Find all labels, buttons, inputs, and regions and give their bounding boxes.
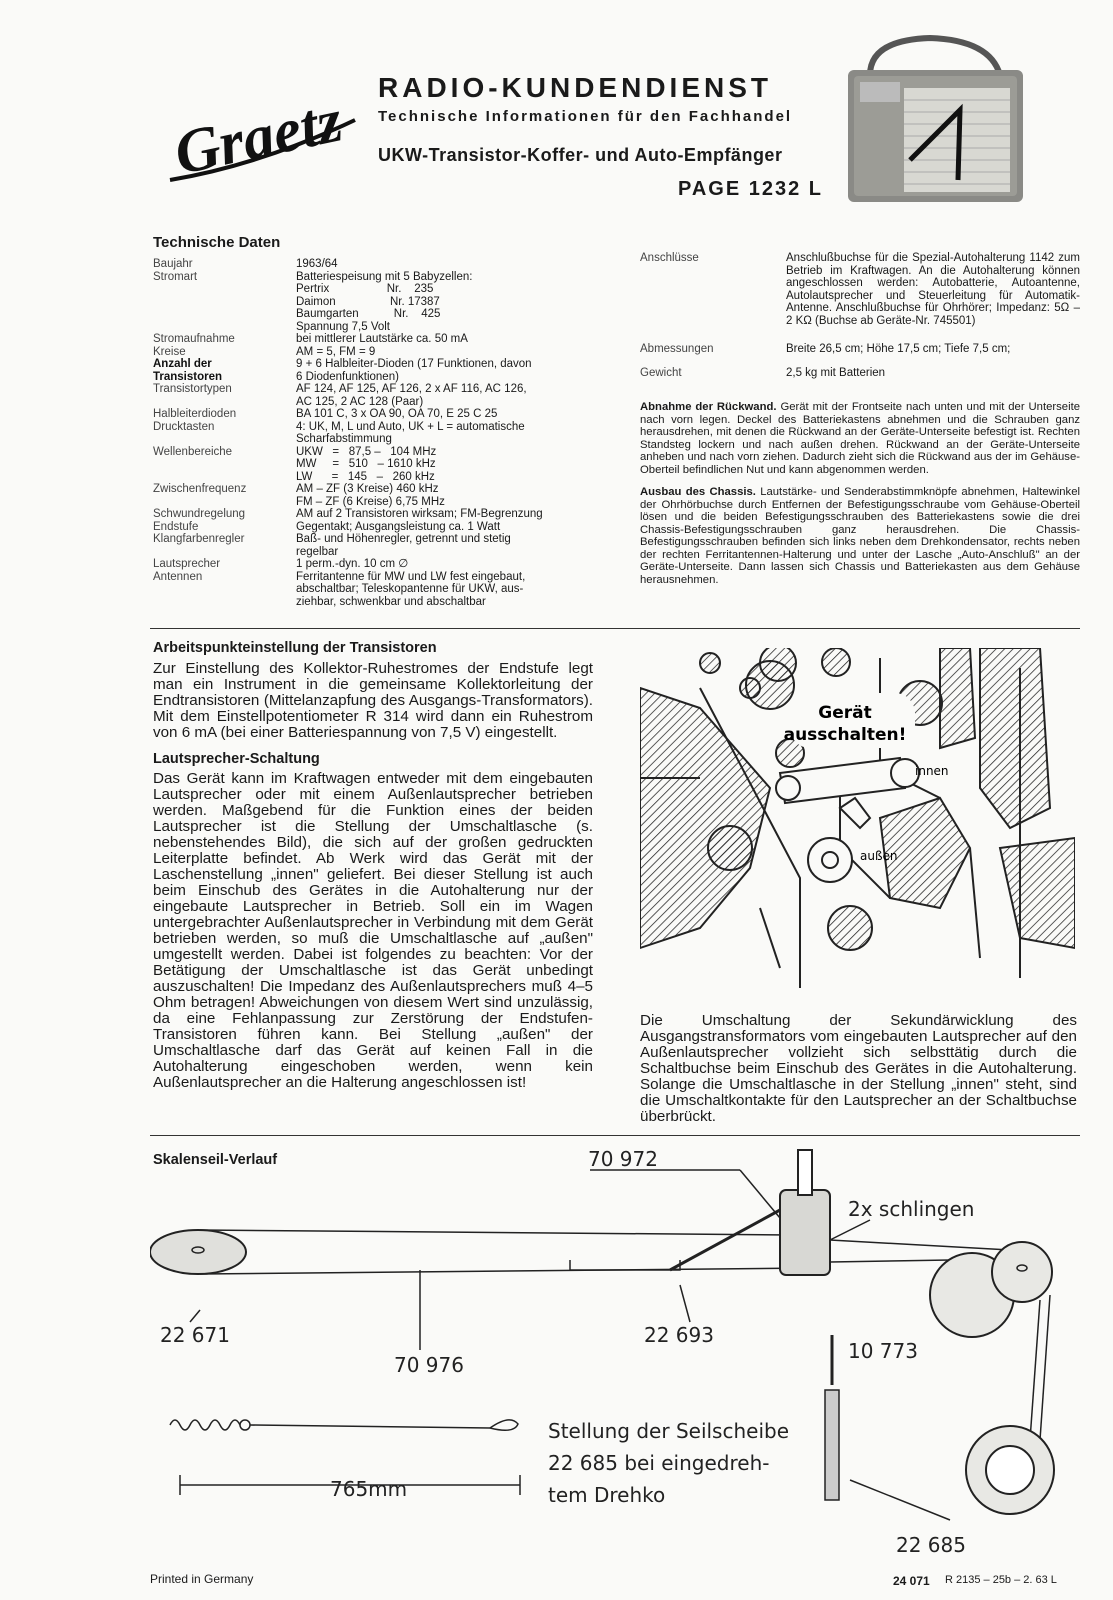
specs-table	[153, 258, 593, 608]
spec-row	[153, 533, 593, 546]
spec-label	[153, 471, 296, 484]
spec-row	[153, 308, 593, 321]
label-stellung-1: Stellung der Seilscheibe	[548, 1419, 790, 1443]
abmessungen-value: Breite 26,5 cm; Höhe 17,5 cm; Tiefe 7,5 cm;	[786, 343, 1011, 355]
spec-row	[153, 546, 593, 559]
spec-label	[153, 396, 296, 409]
spec-value: FM – ZF (6 Kreise) 6,75 MHz	[296, 495, 445, 508]
spec-row	[153, 458, 593, 471]
label-70972: 70 972	[588, 1147, 658, 1171]
specs-heading: Technische Daten	[153, 234, 281, 251]
divider-bottom	[150, 1135, 1080, 1136]
spec-value: regelbar	[296, 545, 339, 558]
pcb-label-off: Gerät	[818, 703, 872, 723]
label-22685: 22 685	[896, 1533, 966, 1557]
spec-label: Kreise	[153, 345, 186, 358]
spec-row	[153, 333, 593, 346]
spec-row	[153, 421, 593, 434]
dial-cord-diagram	[150, 1140, 1080, 1560]
rueckwand-title: Abnahme der Rückwand.	[640, 401, 777, 413]
spec-value: 4: UK, M, L und Auto, UK + L = automatische	[296, 420, 525, 433]
label-length: 765mm	[330, 1477, 408, 1501]
spec-value: 6 Diodenfunktionen)	[296, 370, 399, 383]
label-70976: 70 976	[394, 1353, 464, 1377]
spec-row	[153, 558, 593, 571]
gewicht-value: 2,5 kg mit Batterien	[786, 366, 886, 379]
umschaltung-text: Die Umschaltung der Sekundärwicklung des Ausgangstransformators vom eingebauten Lautsprecher auf den Außenlautsprecher vollzieht sich selbsttätig durch die Schaltbuchse beim Einschub des Gerätes in die Autohalterung. Solange die Umschaltlasche in der Stellung „innen" steht, sind die Umschaltkontakte für den Lautsprecher an der Schaltbuchse überbrückt.	[640, 1012, 1077, 1125]
spec-label: Schwundregelung	[153, 508, 246, 520]
spec-label: Transistortypen	[153, 383, 232, 395]
spec-row	[153, 571, 593, 584]
product-line: UKW-Transistor-Koffer- und Auto-Empfänger	[378, 145, 783, 165]
spec-row	[153, 446, 593, 459]
spec-value: 9 + 6 Halbleiter-Dioden (17 Funktionen, davon	[296, 358, 532, 370]
skalenseil-title: Skalenseil-Verlauf	[153, 1152, 278, 1168]
label-10773: 10 773	[848, 1339, 918, 1363]
spec-row	[153, 383, 593, 396]
spec-row	[153, 321, 593, 334]
spec-value: abschaltbar; Teleskopantenne für UKW, aus-	[296, 583, 524, 595]
spec-row	[153, 508, 593, 521]
spec-label	[153, 321, 296, 334]
page-title: RADIO-KUNDENDIENST	[378, 72, 772, 103]
pcb-label-innen: innen	[915, 764, 949, 778]
logo-text: Graetz	[168, 86, 348, 188]
rueckwand-paragraph	[640, 401, 1080, 476]
spec-value: 1963/64	[296, 258, 338, 270]
spec-value: AM = 5, FM = 9	[296, 345, 376, 358]
spec-row	[153, 258, 593, 271]
spec-label	[153, 308, 296, 321]
abmessungen-label: Abmessungen	[640, 343, 714, 355]
spec-label	[153, 583, 296, 596]
spec-label: Wellenbereiche	[153, 445, 233, 458]
spec-label	[153, 458, 296, 471]
spec-label: Lautsprecher	[153, 558, 221, 570]
spec-row	[153, 596, 593, 609]
spec-row	[153, 296, 593, 309]
spec-label	[153, 296, 296, 309]
spec-row	[153, 358, 593, 371]
spec-label	[153, 496, 296, 509]
spec-value: Scharfabstimmung	[296, 433, 392, 445]
spec-row	[153, 346, 593, 359]
spec-value: MW = 510 – 1610 kHz	[296, 458, 436, 470]
spec-row	[153, 483, 593, 496]
spec-value: bei mittlerer Lautstärke ca. 50 mA	[296, 333, 468, 345]
spec-value: 1 perm.-dyn. 10 cm ∅	[296, 558, 409, 570]
spec-row	[153, 433, 593, 446]
pcb-label-aussen: außen	[860, 849, 898, 863]
gewicht-label: Gewicht	[640, 366, 682, 379]
spec-value: Batteriespeisung mit 5 Babyzellen:	[296, 270, 473, 283]
spec-row	[153, 471, 593, 484]
spec-row	[153, 496, 593, 509]
spec-value: Baumgarten Nr. 425	[296, 308, 441, 320]
gewicht-row	[640, 367, 1080, 380]
spec-value: Ferritantenne für MW und LW fest eingebaut,	[296, 570, 526, 583]
arbeitspunkt-text: Zur Einstellung des Kollektor-Ruhestromes der Endstufe legt man ein Instrument in die gemeinsame Kollektorleitung der Endtransistoren (Mittelanzapfung des Ausgangs-Transformators). Mit dem Einstellpotentiometer R 314 wird dann ein Ruhestrom von 6 mA (bei einer Batteriespannung von 7,5 V) eingestellt.	[153, 660, 593, 741]
spec-value: UKW = 87,5 – 104 MHz	[296, 445, 437, 458]
spec-value: AC 125, 2 AC 128 (Paar)	[296, 395, 424, 408]
divider-top	[150, 628, 1080, 629]
spec-value: Pertrix Nr. 235	[296, 283, 434, 295]
spec-row	[153, 271, 593, 284]
spec-label: Transistoren	[153, 370, 223, 383]
spec-row	[153, 521, 593, 534]
lautsprecher-title: Lautsprecher-Schaltung	[153, 751, 320, 767]
chassis-paragraph	[640, 486, 1080, 586]
spec-value: AM – ZF (3 Kreise) 460 kHz	[296, 483, 439, 495]
spec-label: Halbleiterdioden	[153, 408, 237, 420]
spec-label: Drucktasten	[153, 420, 215, 433]
spec-label: Anzahl der	[153, 358, 212, 370]
spec-value: Daimon Nr. 17387	[296, 295, 440, 308]
spec-label	[153, 283, 296, 296]
spec-label	[153, 596, 296, 609]
pcb-label-off2: ausschalten!	[783, 725, 907, 745]
spec-label: Klangfarbenregler	[153, 533, 245, 545]
page-number: PAGE 1232 L	[678, 178, 824, 200]
spec-label: Baujahr	[153, 258, 193, 270]
chassis-title: Ausbau des Chassis.	[640, 486, 756, 498]
right-specs	[640, 252, 1080, 586]
spec-label	[153, 433, 296, 446]
anschluesse-row	[640, 252, 1080, 327]
label-stellung-2: 22 685 bei eingedreh-	[548, 1451, 770, 1475]
footer-ref: R 2135 – 25b – 2. 63 L	[945, 1574, 1057, 1586]
arbeitspunkt-title: Arbeitspunkteinstellung der Transistoren	[153, 640, 437, 656]
arbeitspunkt-section	[153, 640, 593, 1091]
label-22693: 22 693	[644, 1323, 714, 1347]
spec-value: Gegentakt; Ausgangsleistung ca. 1 Watt	[296, 520, 501, 533]
spec-label: Stromart	[153, 270, 198, 283]
spec-label: Antennen	[153, 570, 203, 583]
chassis-text: Lautstärke- und Senderabstimmknöpfe abnehmen, Haltewinkel der Ohrhörbuchse durch Entfernen der Befestigungsschraube vom Gehäuse-Oberteil lösen und die beiden Befestigungsschrauben des Batteriekastens sowie die drei Chassis-Befestigungsschrauben ganz herausdrehen. Die Chassis-Befestigungsschrauben befinden sich links neben dem Drehkondensator, rechts neben der rechten Ferritantennen-Halterung und unter der Lasche „Auto-Anschluß" an der Geräte-Unterseite. Dann lassen sich Chassis und Batteriekasten aus dem Gehäuse herausnehmen.	[640, 486, 1080, 586]
spec-label: Stromaufnahme	[153, 333, 235, 345]
page-subtitle: Technische Informationen für den Fachhandel	[378, 108, 793, 125]
spec-value: AF 124, AF 125, AF 126, 2 x AF 116, AC 126,	[296, 383, 527, 395]
label-schlingen: 2x schlingen	[848, 1197, 975, 1221]
label-stellung-3: tem Drehko	[548, 1483, 666, 1507]
spec-row	[153, 283, 593, 296]
spec-value: BA 101 C, 3 x OA 90, OA 70, E 25 C 25	[296, 408, 498, 420]
label-22671: 22 671	[160, 1323, 230, 1347]
spec-label	[153, 546, 296, 559]
lautsprecher-text: Das Gerät kann im Kraftwagen entweder mit dem eingebauten Lautsprecher oder mit einem Außenlautsprecher betrieben werden. Maßgebend für die Funktion eines der beiden Lautsprecher ist die Stellung der Umschaltlasche (s. nebenstehendes Bild), die sich auf der großen gedruckten Leiterplatte befindet. Ab Werk wird das Gerät mit der Laschenstellung „innen" geliefert. Bei dieser Stellung ist auch beim Einschub des Gerätes in die Autohalterung nur der eingebaute Lautsprecher in Betrieb. Soll ein im Wagen untergebrachter Außenlautsprecher in Verbindung mit dem Gerät betrieben werden, so muß die Umschaltlasche auf „außen" umgestellt werden. Dabei ist folgendes zu beachten: Vor der Betätigung der Umschaltlasche ist das Gerät unbedingt auszuschalten! Die Impedanz des Außenlautsprechers muß 4–5 Ohm betragen! Abweichungen von diesem Wert sind unzulässig, da eine Fehlanpassung zur Zerstörung der Endstufen-Transistoren führen kann. Bei Stellung „außen" der Umschaltlasche darf das Gerät auf keinen Fall in die Autohalterung eingeschoben werden, wenn kein Außenlautsprecher an die Halterung angeschlossen ist!	[153, 770, 593, 1091]
radio-photo	[840, 30, 1028, 215]
graetz-logo	[160, 85, 360, 190]
footer-printed: Printed in Germany	[150, 1572, 254, 1586]
spec-row	[153, 371, 593, 384]
anschluesse-label: Anschlüsse	[640, 252, 699, 264]
spec-value: ziehbar, schwenkbar und abschaltbar	[296, 595, 486, 608]
spec-row	[153, 408, 593, 421]
abmessungen-row	[640, 343, 1080, 356]
spec-row	[153, 396, 593, 409]
spec-value: LW = 145 – 260 kHz	[296, 470, 435, 483]
rueckwand-text: Gerät mit der Frontseite nach unten und mit der Unterseite nach vorn legen. Deckel des Batteriekastens abnehmen und die Schrauben ganz herausdrehen, mit denen die Rückwand an der Geräte-Unterseite befestigt ist. Rechten Standsteg lockern und nach außen drehen. Rückwand an der Geräte-Unterseite anheben und nach vorn ziehen. Dadurch zieht sich die Rückwand aus der im Gehäuse-Oberteil befindlichen Nut und kann abgenommen werden.	[640, 401, 1081, 476]
spec-row	[153, 583, 593, 596]
footer-code: 24 071	[893, 1574, 930, 1588]
spec-label: Zwischenfrequenz	[153, 483, 247, 495]
pcb-diagram	[640, 648, 1075, 988]
spec-value: AM auf 2 Transistoren wirksam; FM-Begrenzung	[296, 508, 543, 520]
spec-label: Endstufe	[153, 520, 199, 533]
spec-value: Baß- und Höhenregler, getrennt und stetig	[296, 533, 511, 545]
anschluesse-value: Anschlußbuchse für die Spezial-Autohalterung 1142 zum Betrieb im Kraftwagen. An die Autohalterung können angeschlossen werden: Autobatterie, Autoantenne, Autolautsprecher und Steuerleitung für Automatik-Antenne. Anschlußbuchse für Ohrhörer; Impedanz: 5Ω – 2 KΩ (Buchse ab Geräte-Nr. 745501)	[786, 252, 1080, 327]
spec-value: Spannung 7,5 Volt	[296, 320, 390, 333]
